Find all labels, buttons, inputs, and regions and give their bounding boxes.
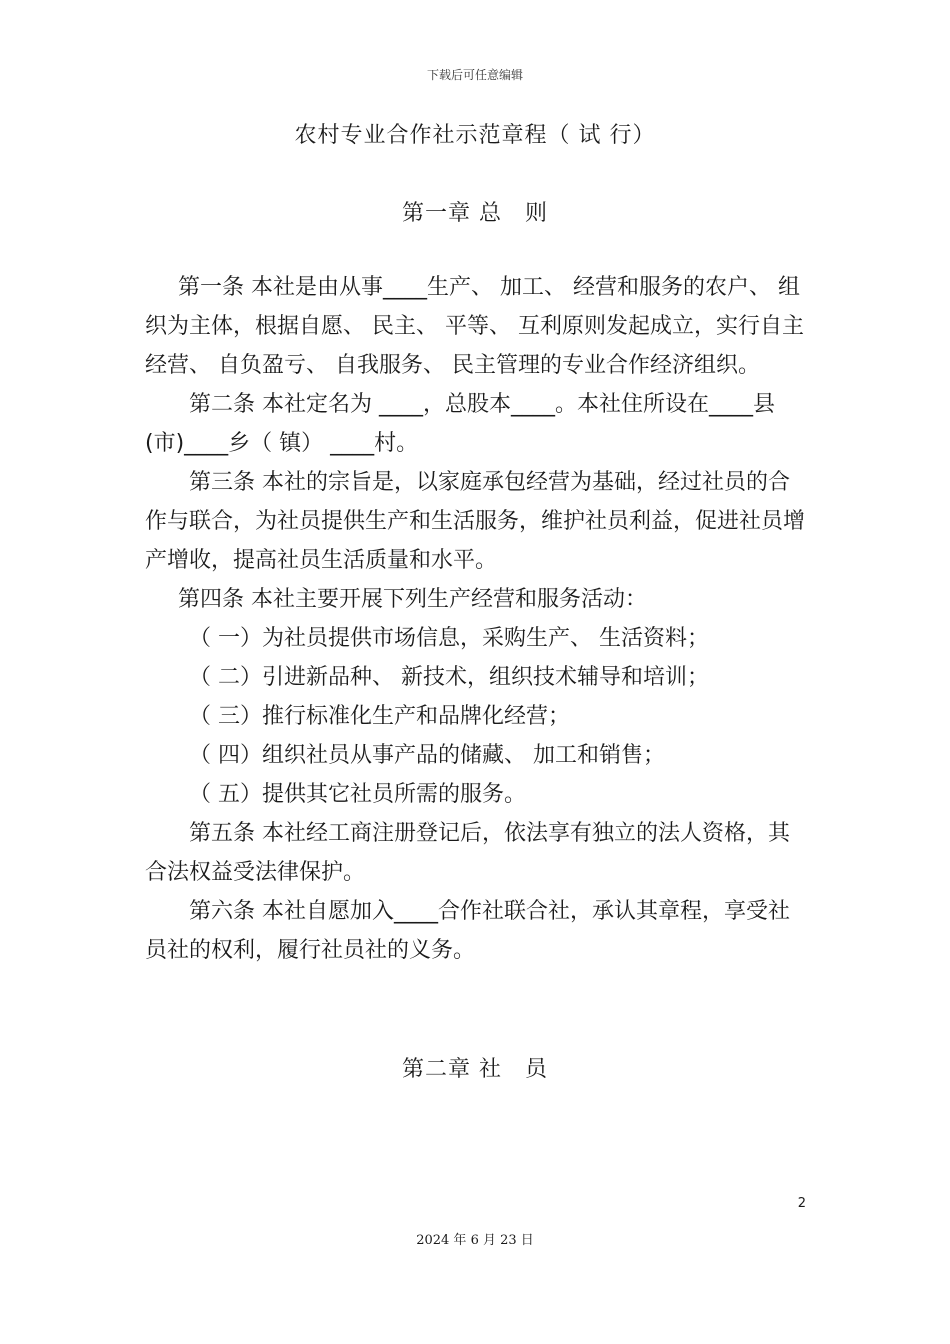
- article-6: 第六条 本社自愿加入____合作社联合社，承认其章程，享受社员社的权利，履行社员社的义务。: [145, 899, 790, 963]
- article-4: 第四条 本社主要开展下列生产经营和服务活动：: [178, 587, 647, 612]
- article-2: 第二条 本社定名为 ____，总股本____。本社住所设在____县(市)____乡（ 镇） ____村。: [145, 392, 775, 456]
- chapter-heading-1: 第一章 总 则: [402, 201, 548, 226]
- document-body: [145, 268, 810, 970]
- article-1: 第一条 本社是由从事____生产、 加工、 经营和服务的农户、 组织为主体，根据自愿、 民主、 平等、 互利原则发起成立，实行自主经营、 自负盈亏、 自我服务、 民主管理的专业合作经济组织。: [145, 275, 804, 378]
- list-item: （ 四）组织社员从事产品的储藏、 加工和销售；: [189, 743, 665, 768]
- article-3: 第三条 本社的宗旨是，以家庭承包经营为基础，经过社员的合作与联合，为社员提供生产和生活服务，维护社员利益，促进社员增产增收，提高社员生活质量和水平。: [145, 470, 806, 573]
- list-item: （ 二）引进新品种、 新技术，组织技术辅导和培训；: [189, 665, 709, 690]
- chapter-heading-2: 第二章 社 员: [402, 1057, 548, 1082]
- document-title: 农村专业合作社示范章程（ 试 行）: [294, 123, 656, 148]
- page-number: 2: [797, 1196, 806, 1211]
- list-item: （ 三）推行标准化生产和品牌化经营；: [189, 704, 570, 729]
- list-item: （ 一）为社员提供市场信息，采购生产、 生活资料；: [189, 626, 709, 651]
- page-header: 下载后可任意编辑: [426, 68, 523, 82]
- list-item: （ 五）提供其它社员所需的服务。: [189, 782, 526, 807]
- article-5: 第五条 本社经工商注册登记后，依法享有独立的法人资格，其合法权益受法律保护。: [145, 821, 790, 885]
- footer-date: 2024 年 6 月 23 日: [416, 1233, 534, 1248]
